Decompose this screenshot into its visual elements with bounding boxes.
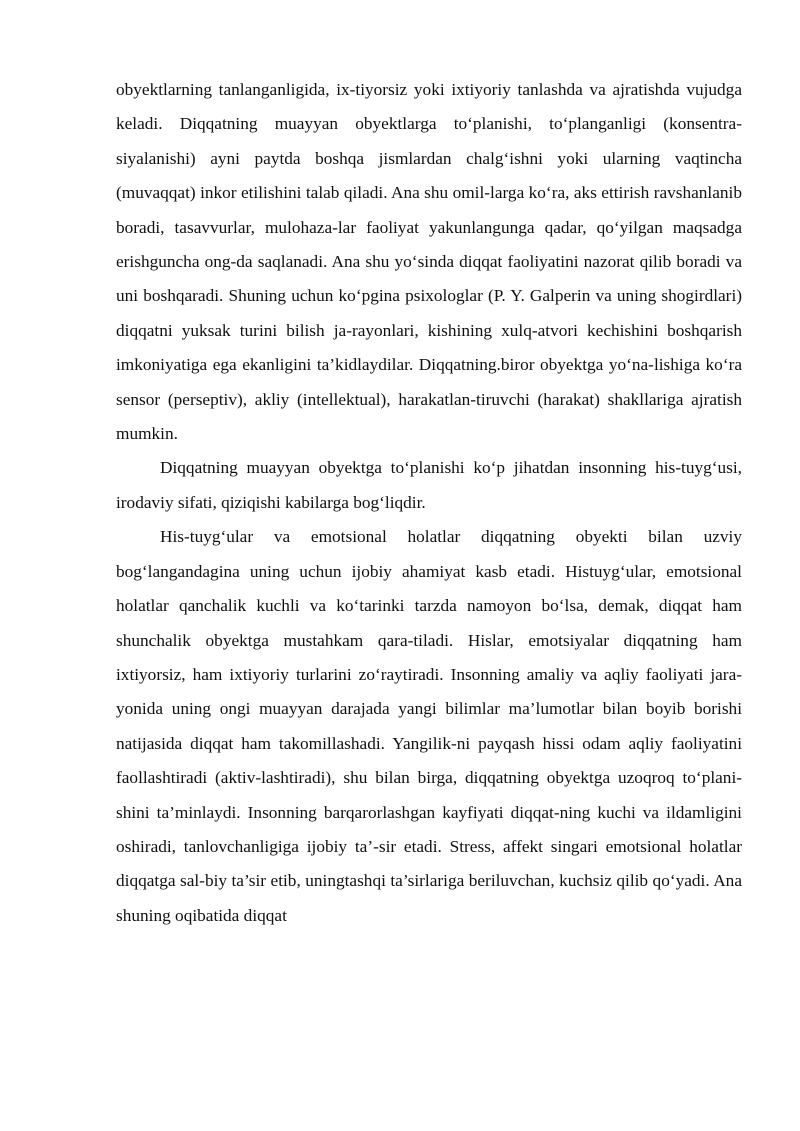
document-page: [116, 73, 742, 933]
paragraph-1: obyektlarning tanlanganligida, ix-tiyorsiz yoki ixtiyoriy tanlashda va ajratishda vujudga keladi. Diqqatning muayyan obyektlarga to‘planishi, to‘planganligi (konsentra-siyalanishi) ayni paytda boshqa jismlardan chalg‘ishni yoki ularning vaqtincha (muvaqqat) inkor etilishini talab qiladi. Ana shu omil-larga ko‘ra, aks ettirish ravshanlanib boradi, tasavvurlar, mulohaza-lar faoliyat yakunlangunga qadar, qo‘yilgan maqsadga erishguncha ong-da saqlanadi. Ana shu yo‘sinda diqqat faoliyatini nazorat qilib boradi va uni boshqaradi. Shuning uchun ko‘pgina psixologlar (P. Y. Galperin va uning shogirdlari) diqqatni yuksak turini bilish ja-rayonlari, kishining xulq-atvori kechishini boshqarish imkoniyatiga ega ekanligini ta’kidlaydilar. Diqqatning.biror obyektga yo‘na-lishiga ko‘ra sensor (perseptiv), akliy (intellektual), harakatlan-tiruvchi (harakat) shakllariga ajratish mumkin.: [116, 80, 742, 444]
paragraph-3: His-tuyg‘ular va emotsional holatlar diqqatning obyekti bilan uzviy bog‘langandagina uning uchun ijobiy ahamiyat kasb etadi. Histuyg‘ular, emotsional holatlar qanchalik kuchli va ko‘tarinki tarzda namoyon bo‘lsa, demak, diqqat ham shunchalik obyektga mustahkam qara-tiladi. Hislar, emotsiyalar diqqatning ham ixtiyorsiz, ham ixtiyoriy turlarini zo‘raytiradi. Insonning amaliy va aqliy faoliyati jara-yonida uning ongi muayyan darajada yangi bilimlar ma’lumotlar bilan boyib borishi natijasida diqqat ham takomillashadi. Yangilik-ni payqash hissi odam aqliy faoliyatini faollashtiradi (aktiv-lashtiradi), shu bilan birga, diqqatning obyektga uzoqroq to‘plani-shini ta’minlaydi. Insonning barqarorlashgan kayfiyati diqqat-ning kuchi va ildamligini oshiradi, tanlovchanligiga ijobiy ta’-sir etadi. Stress, affekt singari emotsional holatlar diqqatga sal-biy ta’sir etib, uningtashqi ta’sirlariga beriluvchan, kuchsiz qilib qo‘yadi. Ana shuning oqibatida diqqat: [116, 527, 742, 925]
paragraph-2: Diqqatning muayyan obyektga to‘planishi ko‘p jihatdan insonning his-tuyg‘usi, irodaviy sifati, qiziqishi kabilarga bog‘liqdir.: [116, 458, 742, 512]
